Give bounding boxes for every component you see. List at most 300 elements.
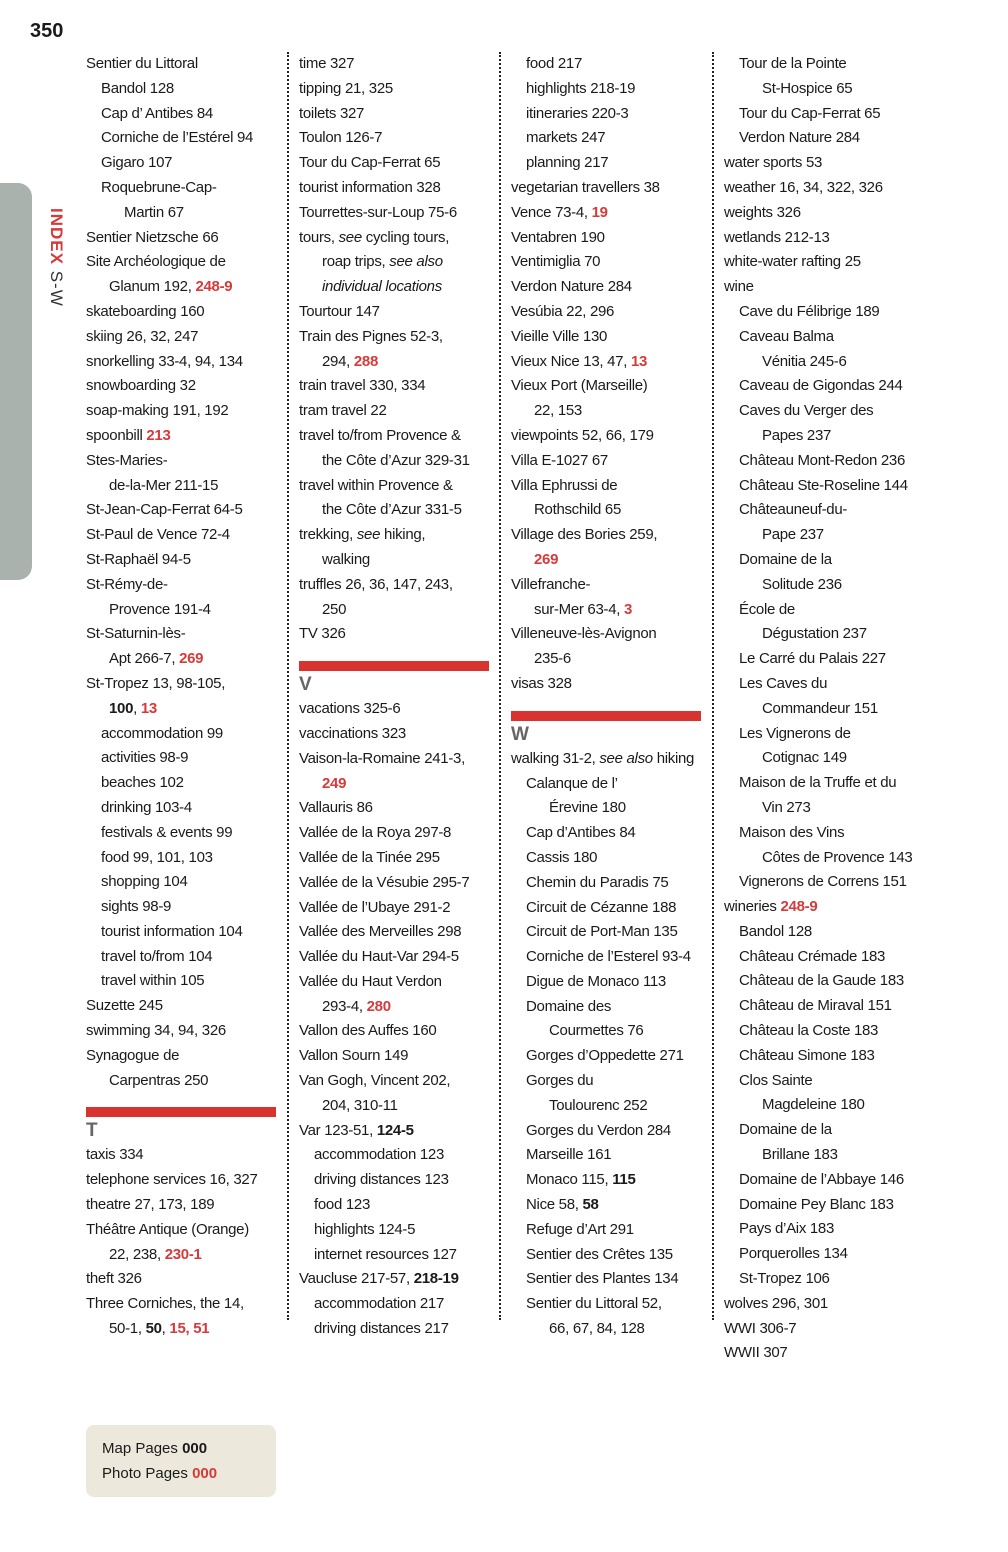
entry-text: toilets 327 <box>299 104 365 122</box>
index-entry <box>86 374 276 399</box>
entry-text: Les Vignerons de <box>739 724 851 742</box>
entry-text: Stes-Maries- <box>86 451 168 469</box>
entry-text: 22, 153 <box>534 402 582 420</box>
index-subentry <box>724 52 924 77</box>
entry-text: Sentier du Littoral <box>86 55 198 72</box>
index-entry <box>299 573 489 598</box>
index-entry <box>511 201 701 226</box>
index-subentry <box>511 1044 701 1069</box>
entry-text: 250 <box>322 600 347 618</box>
index-subentry <box>86 846 276 871</box>
entry-text: Maison de la Truffe et du <box>739 774 897 792</box>
index-subentry <box>724 1267 924 1292</box>
entry-text: Domaine de la <box>739 1121 832 1139</box>
index-subentry <box>511 1218 701 1243</box>
index-entry <box>724 1317 924 1342</box>
entry-text: Vallée du Haut Verdon <box>299 972 442 990</box>
entry-text: internet resources 127 <box>314 1245 457 1263</box>
index-subentry <box>86 870 276 895</box>
index-entry-continuation <box>86 201 276 226</box>
entry-text: Sentier du Littoral 52, <box>526 1295 662 1313</box>
index-entry <box>511 523 701 548</box>
photo-page-ref: 288 <box>353 352 379 370</box>
index-subentry <box>724 1242 924 1267</box>
index-column-4 <box>724 52 924 1366</box>
index-subentry <box>86 895 276 920</box>
index-entry <box>86 52 276 77</box>
photo-page-ref: 269 <box>179 650 204 668</box>
entry-text: travel to/from Provence & <box>299 426 461 444</box>
photo-page-ref: 249 <box>322 774 347 792</box>
entry-text: Refuge d’Art 291 <box>526 1220 634 1238</box>
entry-text: visas 328 <box>511 674 572 692</box>
index-entry <box>724 895 924 920</box>
entry-text: water sports 53 <box>724 154 823 172</box>
index-tab-range: S-W <box>47 270 66 307</box>
entry-text: St-Raphaël 94-5 <box>86 550 191 568</box>
photo-page-ref: 13 <box>630 352 648 370</box>
index-entry <box>299 424 489 449</box>
index-entry-continuation <box>86 1243 276 1268</box>
entry-text: Verdon Nature 284 <box>739 129 860 147</box>
entry-text: Sentier des Crêtes 135 <box>526 1245 673 1263</box>
index-entry <box>511 622 701 647</box>
entry-text: St-Jean-Cap-Ferrat 64-5 <box>86 501 243 519</box>
index-entry-continuation <box>724 796 924 821</box>
entry-text: beaches 102 <box>101 774 184 792</box>
index-subentry <box>511 1143 701 1168</box>
index-subentry <box>724 102 924 127</box>
letter-section-bar <box>86 1107 276 1117</box>
index-entry-continuation <box>511 498 701 523</box>
entry-text: swimming 34, 94, 326 <box>86 1022 226 1040</box>
index-entry-continuation <box>299 449 489 474</box>
index-subentry <box>511 151 701 176</box>
index-subentry <box>511 1267 701 1292</box>
entry-text: Corniche de l’Esterel 93-4 <box>526 948 691 966</box>
map-page-ref: 50 <box>145 1320 162 1338</box>
entry-text: Villa E-1027 67 <box>511 451 608 469</box>
index-subentry <box>724 325 924 350</box>
entry-text: Villa Ephrussi de <box>511 476 618 494</box>
entry-text: Tourrettes-sur-Loup 75-6 <box>299 203 457 221</box>
entry-text: Vignerons de Correns 151 <box>739 873 907 891</box>
index-entry <box>86 449 276 474</box>
index-subentry <box>724 771 924 796</box>
entry-text: Sentier Nietzsche 66 <box>86 228 219 246</box>
index-entry <box>299 77 489 102</box>
entry-text: weather 16, 34, 322, 326 <box>724 178 883 196</box>
index-subentry <box>724 969 924 994</box>
entry-text: Provence 191-4 <box>109 600 211 618</box>
index-entry <box>299 945 489 970</box>
entry-text: Domaine Pey Blanc 183 <box>739 1195 894 1213</box>
entry-text: Châteauneuf-du- <box>739 501 848 519</box>
entry-text: driving distances 123 <box>314 1171 449 1189</box>
index-entry <box>299 52 489 77</box>
index-subentry <box>511 1193 701 1218</box>
index-subentry <box>511 995 701 1020</box>
entry-text: accommodation 217 <box>314 1295 444 1313</box>
entry-text: train travel 330, 334 <box>299 377 426 395</box>
entry-text: Maison des Vins <box>739 823 845 841</box>
entry-text: Bandol 128 <box>101 79 174 97</box>
index-subentry <box>86 969 276 994</box>
entry-text: 50-1, <box>109 1320 146 1338</box>
section-letter: V <box>299 674 312 696</box>
map-page-ref: 218-19 <box>413 1270 459 1288</box>
entry-text: snowboarding 32 <box>86 377 196 395</box>
entry-text: St-Saturnin-lès- <box>86 625 186 643</box>
entry-text: tipping 21, 325 <box>299 79 393 97</box>
entry-text: theft 326 <box>86 1270 142 1288</box>
index-entry <box>299 1069 489 1094</box>
index-subentry <box>511 1168 701 1193</box>
index-entry <box>86 1267 276 1292</box>
entry-text: truffles 26, 36, 147, 243, <box>299 575 453 593</box>
entry-text: the Côte d’Azur 329-31 <box>322 451 470 469</box>
index-subentry <box>724 821 924 846</box>
entry-text: activities 98-9 <box>101 749 189 767</box>
index-subentry <box>724 449 924 474</box>
entry-text: TV 326 <box>299 625 346 643</box>
entry-text: 294, <box>322 352 354 370</box>
entry-text: accommodation 99 <box>101 724 223 742</box>
index-entry-continuation <box>86 647 276 672</box>
entry-text: Vallée de la Roya 297-8 <box>299 824 452 842</box>
entry-text: wine <box>724 278 754 296</box>
index-entry <box>86 1044 276 1069</box>
index-entry <box>511 672 701 697</box>
index-entry <box>299 1267 489 1292</box>
entry-text: 293-4, <box>322 997 367 1015</box>
entry-text: Brillane 183 <box>762 1146 838 1164</box>
index-entry <box>86 300 276 325</box>
entry-text: Nice 58, <box>526 1196 583 1214</box>
index-subentry <box>86 771 276 796</box>
index-entry <box>724 275 924 300</box>
entry-text: WWI 306-7 <box>724 1319 797 1337</box>
index-entry-continuation <box>86 598 276 623</box>
index-subentry <box>724 1217 924 1242</box>
index-subentry <box>511 846 701 871</box>
index-entry <box>86 1292 276 1317</box>
entry-text: wineries <box>724 898 781 916</box>
photo-page-ref: 248-9 <box>780 898 818 916</box>
entry-text: St-Paul de Vence 72-4 <box>86 526 230 544</box>
entry-text: Tour du Cap-Ferrat 65 <box>299 154 441 172</box>
entry-text: Vin 273 <box>762 798 811 816</box>
index-subentry <box>724 1044 924 1069</box>
entry-text: Tour du Cap-Ferrat 65 <box>739 104 881 122</box>
index-entry-continuation <box>511 1317 701 1342</box>
letter-section-bar <box>511 711 701 721</box>
index-subentry <box>724 1193 924 1218</box>
entry-text: Caveau Balma <box>739 327 834 345</box>
index-entry <box>86 498 276 523</box>
page-legend <box>86 1425 276 1497</box>
index-entry <box>299 896 489 921</box>
entry-text: walking <box>322 550 370 568</box>
entry-text: tourist information 104 <box>101 922 243 940</box>
index-subentry <box>86 945 276 970</box>
index-subentry <box>86 821 276 846</box>
entry-text: Gorges d’Oppedette 271 <box>526 1047 684 1065</box>
entry-text: highlights 124-5 <box>314 1220 416 1238</box>
index-entry <box>724 151 924 176</box>
entry-text: travel within 105 <box>101 972 205 990</box>
index-entry <box>299 722 489 747</box>
index-subentry <box>511 920 701 945</box>
entry-text: cycling tours, <box>361 228 450 246</box>
entry-text: Château de Miraval 151 <box>739 997 892 1015</box>
index-subentry <box>724 548 924 573</box>
entry-text: Côtes de Provence 143 <box>762 848 913 866</box>
entry-text: , <box>161 1320 170 1338</box>
index-entry <box>299 226 489 251</box>
entry-text: École de <box>739 600 795 618</box>
entry-text: Vallée des Merveilles 298 <box>299 923 462 941</box>
entry-text: 66, 67, 84, 128 <box>549 1320 645 1338</box>
photo-page-ref: 213 <box>146 426 171 444</box>
entry-text: Carpentras 250 <box>109 1071 209 1089</box>
entry-text: driving distances 217 <box>314 1320 449 1338</box>
entry-text: Gorges du <box>526 1072 594 1090</box>
index-entry <box>724 1292 924 1317</box>
map-pages-label: Map Pages <box>102 1440 178 1457</box>
index-subentry <box>299 1168 489 1193</box>
index-entry <box>511 747 701 772</box>
entry-text: St-Hospice 65 <box>762 79 853 97</box>
index-entry <box>299 1019 489 1044</box>
entry-text: weights 326 <box>724 203 801 221</box>
index-entry <box>511 350 701 375</box>
index-entry <box>86 548 276 573</box>
index-subentry <box>724 945 924 970</box>
index-entry <box>299 374 489 399</box>
entry-text: wetlands 212-13 <box>724 228 830 246</box>
index-subentry <box>86 920 276 945</box>
index-entry <box>86 424 276 449</box>
entry-text: markets 247 <box>526 129 606 147</box>
index-entry-continuation <box>299 350 489 375</box>
entry-text: Gigaro 107 <box>101 154 173 172</box>
index-subentry <box>724 672 924 697</box>
index-entry <box>299 747 489 772</box>
entry-text: Solitude 236 <box>762 575 842 593</box>
index-entry <box>299 846 489 871</box>
index-entry-continuation <box>86 1069 276 1094</box>
entry-text: Corniche de l’Estérel 94 <box>101 129 254 147</box>
entry-text: Château Mont-Redon 236 <box>739 451 906 469</box>
index-entry-continuation <box>724 424 924 449</box>
entry-text: shopping 104 <box>101 873 188 891</box>
entry-text: travel to/from 104 <box>101 947 213 965</box>
entry-text: Château Crémade 183 <box>739 947 886 965</box>
photo-page-ref: 3 <box>624 600 633 618</box>
index-subentry <box>299 1243 489 1268</box>
entry-text: Digue de Monaco 113 <box>526 972 666 990</box>
index-side-tab <box>0 183 32 580</box>
index-tab-label <box>42 208 72 358</box>
entry-text: walking 31-2, <box>511 749 600 767</box>
entry-text: Théâtre Antique (Orange) <box>86 1220 249 1238</box>
entry-text: see <box>338 228 362 246</box>
entry-text: Circuit de Cézanne 188 <box>526 898 677 916</box>
entry-text: white-water rafting 25 <box>724 253 861 271</box>
index-entry <box>86 350 276 375</box>
entry-text: planning 217 <box>526 154 609 172</box>
entry-text: festivals & events 99 <box>101 823 233 841</box>
entry-text: Synagogue de <box>86 1046 180 1064</box>
entry-text: Vallée de l’Ubaye 291-2 <box>299 898 451 916</box>
index-subentry <box>724 722 924 747</box>
index-entry-continuation <box>724 846 924 871</box>
index-entry-continuation <box>511 1094 701 1119</box>
entry-text: Vallée du Haut-Var 294-5 <box>299 948 459 966</box>
entry-text: Château Ste-Roseline 144 <box>739 476 908 494</box>
entry-text: Les Caves du <box>739 674 828 692</box>
entry-text: Three Corniches, the 14, <box>86 1295 244 1313</box>
index-subentry <box>511 970 701 995</box>
index-subentry <box>511 52 701 77</box>
index-entry <box>299 796 489 821</box>
index-subentry <box>86 722 276 747</box>
index-subentry <box>724 1118 924 1143</box>
index-entry-continuation <box>511 548 701 573</box>
index-subentry <box>511 1069 701 1094</box>
entry-text: see also <box>389 253 443 271</box>
index-entry <box>511 275 701 300</box>
photo-pages-value: 000 <box>192 1465 218 1482</box>
index-entry <box>86 573 276 598</box>
entry-text: snorkelling 33-4, 94, 134 <box>86 352 243 370</box>
entry-text: Papes 237 <box>762 426 832 444</box>
photo-page-ref: 15, 51 <box>169 1320 210 1338</box>
index-subentry <box>724 300 924 325</box>
entry-text: Circuit de Port-Man 135 <box>526 923 678 941</box>
entry-text: Vieux Port (Marseille) <box>511 377 648 395</box>
entry-text: Glanum 192, <box>109 278 196 296</box>
entry-text: viewpoints 52, 66, 179 <box>511 426 654 444</box>
index-subentry <box>299 1292 489 1317</box>
index-entry-continuation <box>299 250 489 275</box>
index-entry-continuation <box>299 995 489 1020</box>
entry-text: skiing 26, 32, 247 <box>86 327 199 345</box>
entry-text: tram travel 22 <box>299 402 387 420</box>
index-entry-continuation <box>511 796 701 821</box>
index-entry <box>724 250 924 275</box>
entry-text: 235-6 <box>534 650 571 668</box>
entry-text: itineraries 220-3 <box>526 104 629 122</box>
entry-text: Verdon Nature 284 <box>511 278 632 296</box>
index-entry <box>724 226 924 251</box>
index-entry-continuation <box>724 573 924 598</box>
index-entry-continuation <box>299 772 489 797</box>
entry-text: wolves 296, 301 <box>724 1294 828 1312</box>
index-subentry <box>86 102 276 127</box>
entry-text: travel within Provence & <box>299 476 453 494</box>
index-entry-continuation <box>511 598 701 623</box>
index-subentry <box>86 77 276 102</box>
index-entry <box>299 176 489 201</box>
entry-text: individual locations <box>322 278 442 296</box>
photo-page-ref: 248-9 <box>195 278 233 296</box>
entry-text: hiking <box>652 749 695 767</box>
entry-text: St-Tropez 13, 98-105, <box>86 674 226 692</box>
entry-text: vegetarian travellers 38 <box>511 178 660 196</box>
index-subentry <box>86 176 276 201</box>
entry-text: Pape 237 <box>762 526 824 544</box>
entry-text: Ventimiglia 70 <box>511 253 601 271</box>
entry-text: Martin 67 <box>124 203 184 221</box>
entry-text: Caves du Verger des <box>739 402 874 420</box>
index-entry <box>299 821 489 846</box>
entry-text: Cassis 180 <box>526 848 598 866</box>
entry-text: Toulon 126-7 <box>299 129 383 147</box>
entry-text: Domaine des <box>526 997 612 1015</box>
index-entry-continuation <box>724 622 924 647</box>
index-subentry <box>511 821 701 846</box>
map-page-ref: 115 <box>612 1171 636 1189</box>
index-subentry <box>724 920 924 945</box>
index-entry <box>86 1168 276 1193</box>
entry-text: Cap d’Antibes 84 <box>526 824 636 842</box>
index-entry-continuation <box>724 746 924 771</box>
entry-text: the Côte d’Azur 331-5 <box>322 501 462 519</box>
entry-text: Château Simone 183 <box>739 1046 875 1064</box>
index-subentry <box>511 1292 701 1317</box>
entry-text: Village des Bories 259, <box>511 526 658 544</box>
index-entry <box>511 226 701 251</box>
entry-text: Le Carré du Palais 227 <box>739 650 886 668</box>
entry-text: soap-making 191, 192 <box>86 402 229 420</box>
index-entry-continuation <box>511 1019 701 1044</box>
entry-text: Cave du Félibrige 189 <box>739 302 880 320</box>
index-subentry <box>724 870 924 895</box>
index-subentry <box>724 994 924 1019</box>
index-entry <box>511 300 701 325</box>
entry-text: time 327 <box>299 55 355 72</box>
entry-text: Domaine de l’Abbaye 146 <box>739 1170 904 1188</box>
entry-text: highlights 218-19 <box>526 79 636 97</box>
entry-text: Domaine de la <box>739 550 832 568</box>
index-entry <box>86 1193 276 1218</box>
index-column-3 <box>511 52 701 1342</box>
index-entry <box>86 226 276 251</box>
entry-text: Sentier des Plantes 134 <box>526 1270 679 1288</box>
entry-text: sights 98-9 <box>101 898 172 916</box>
entry-text: Tourtour 147 <box>299 302 380 320</box>
map-page-ref: 124-5 <box>376 1121 414 1139</box>
map-page-ref: 100 <box>109 699 134 717</box>
index-entry <box>299 697 489 722</box>
column-divider <box>287 52 289 1320</box>
entry-text: Vallon des Auffes 160 <box>299 1022 437 1040</box>
entry-text: Vieux Nice 13, 47, <box>511 352 631 370</box>
index-entry <box>299 151 489 176</box>
index-subentry <box>724 374 924 399</box>
index-entry <box>299 399 489 424</box>
entry-text: Vénitia 245-6 <box>762 352 847 370</box>
entry-text: Vallée de la Vésubie 295-7 <box>299 873 470 891</box>
index-entry-continuation <box>724 697 924 722</box>
entry-text: St-Tropez 106 <box>739 1270 830 1288</box>
index-subentry <box>299 1143 489 1168</box>
entry-text: taxis 334 <box>86 1146 144 1164</box>
index-subentry <box>724 1019 924 1044</box>
entry-text: Gorges du Verdon 284 <box>526 1121 671 1139</box>
